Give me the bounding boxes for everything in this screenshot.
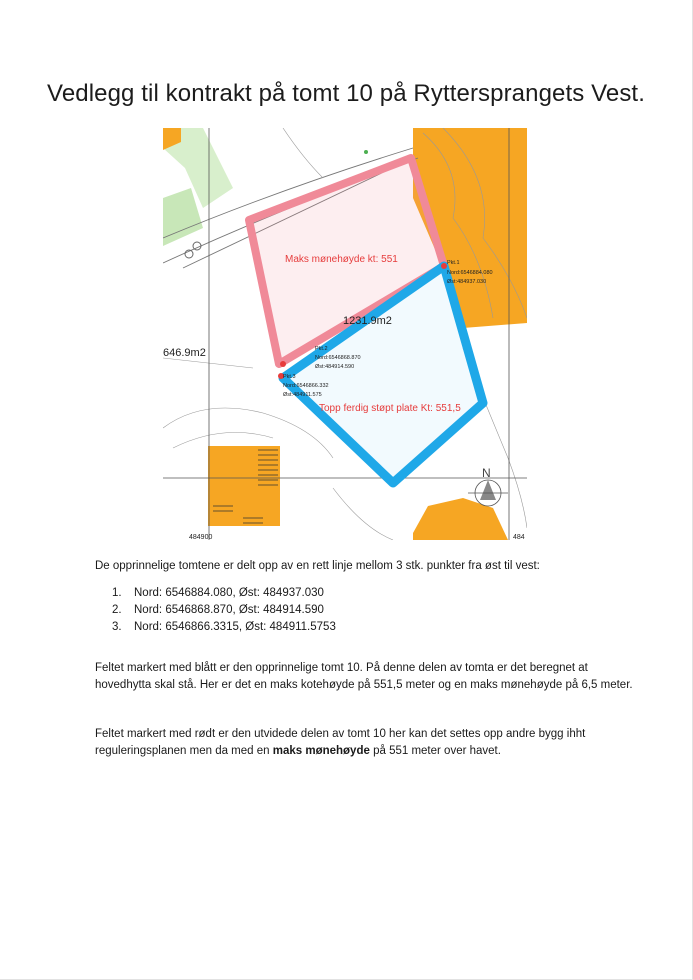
paragraph-text: på 551 meter over havet. (369, 745, 501, 757)
list-number: 3. (112, 621, 122, 633)
building-footprint (208, 446, 280, 526)
blue-plot-label: Topp ferdig støpt plate Kt: 551,5 (319, 403, 461, 414)
site-map-drawing (163, 128, 527, 540)
pkt3-name: Pkt.3 (283, 374, 296, 380)
paragraph-text: Feltet markert med rødt er den utvidede delen av tomt 10 her kan det settes opp andre bygg ihht reguleringsplanen men da med en (95, 728, 586, 757)
paragraph-red-field (95, 726, 635, 760)
area-center-label: 1231.9m2 (343, 315, 392, 327)
point-list (112, 585, 336, 636)
pkt3-nord: Nord:6546866.332 (283, 383, 329, 389)
coord-label-left: 484900 (189, 534, 213, 540)
list-item (112, 602, 336, 619)
north-label: N (482, 466, 491, 480)
pkt2-ost: Øst:484914.590 (315, 364, 355, 370)
green-area (163, 188, 203, 246)
point-text: Nord: 6546866.3315, Øst: 484911.5753 (134, 621, 336, 633)
pkt2-nord: Nord:6546868.870 (315, 355, 361, 361)
map-symbol (364, 150, 368, 154)
list-item (112, 619, 336, 636)
site-map (163, 128, 527, 540)
pkt1-ost: Øst:484937.030 (447, 279, 487, 285)
pkt1-name: Pkt.1 (447, 260, 460, 266)
page-title: Vedlegg til kontrakt på tomt 10 på Ryttersprangets Vest. (47, 80, 645, 107)
paragraph-blue-field: Feltet markert med blått er den opprinnelige tomt 10. På denne delen av tomta er det beregnet at hovedhytta skal stå. Her er det en maks kotehøyde på 551,5 meter og en maks mønehøyde på 6,5 meter. (95, 662, 633, 691)
list-number: 1. (112, 587, 122, 599)
point-text: Nord: 6546884.080, Øst: 484937.030 (134, 587, 324, 599)
pkt1-nord: Nord:6546884.080 (447, 270, 493, 276)
pkt2-name: Pkt.2 (315, 346, 328, 352)
area-left-label: 646.9m2 (163, 347, 206, 359)
bold-text: maks mønehøyde (272, 745, 370, 757)
point-marker-2 (280, 361, 286, 367)
list-item (112, 585, 336, 602)
point-text: Nord: 6546868.870, Øst: 484914.590 (134, 604, 324, 616)
intro-text: De opprinnelige tomtene er delt opp av en rett linje mellom 3 stk. punkter fra øst til vest: (95, 560, 540, 572)
pkt3-ost: Øst:484911.575 (283, 392, 322, 398)
coord-label-right: 484 (513, 534, 525, 540)
list-number: 2. (112, 604, 122, 616)
red-plot-label: Maks mønehøyde kt: 551 (285, 254, 398, 265)
